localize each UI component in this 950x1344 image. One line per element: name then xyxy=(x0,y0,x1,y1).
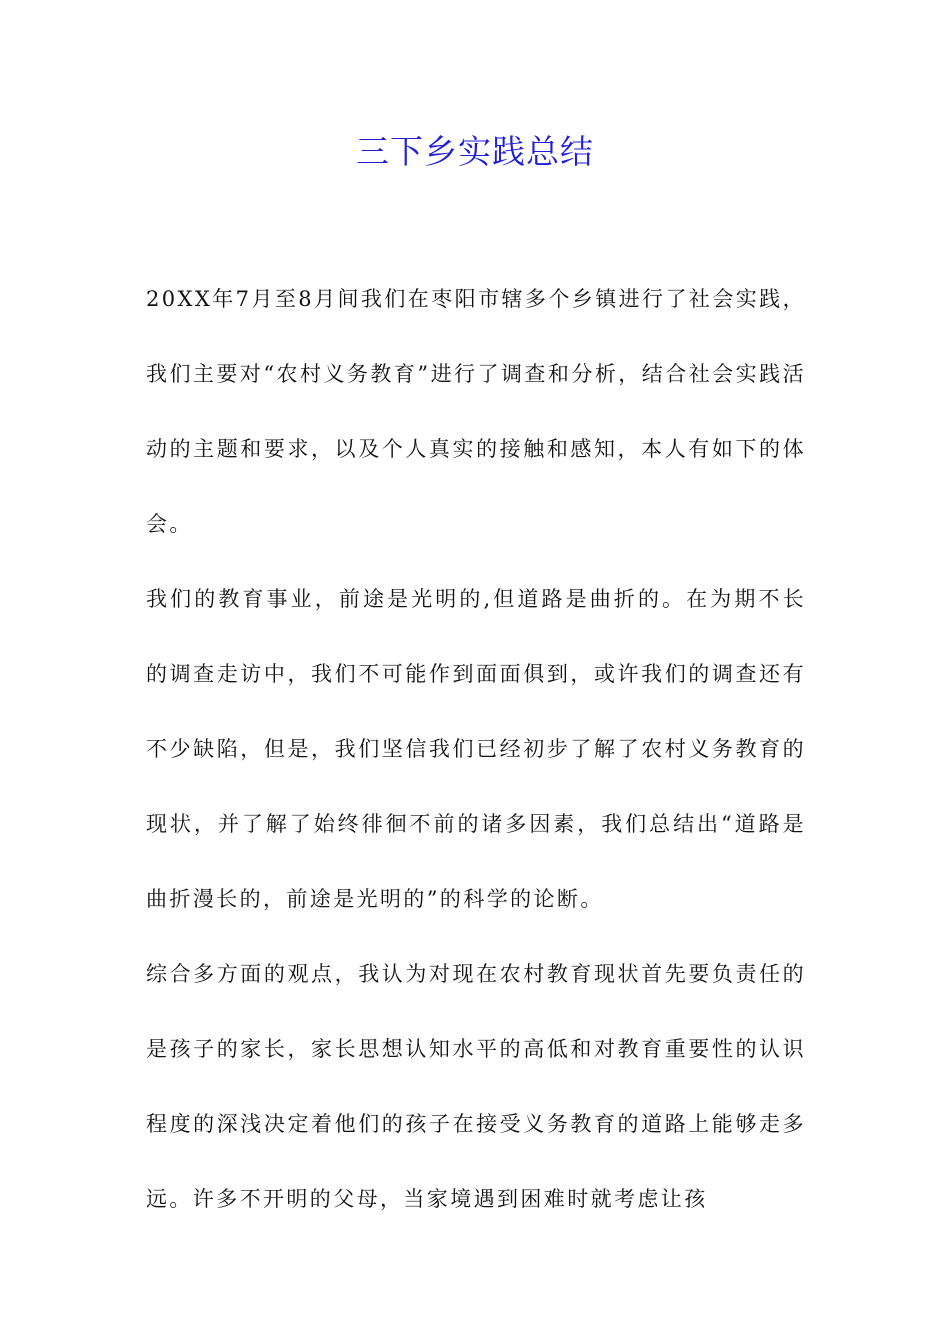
paragraph-2: 我们的教育事业，前途是光明的,但道路是曲折的。在为期不长的调查走访中，我们不可能作到面面俱到，或许我们的调查还有不少缺陷，但是，我们坚信我们已经初步了解了农村义务教育的现状，并了解了始终徘徊不前的诸多因素，我们总结出“道路是曲折漫长的，前途是光明的”的科学的论断。 xyxy=(146,587,806,911)
document-title: 三下乡实践总结 xyxy=(356,132,594,171)
document-body xyxy=(146,262,806,1237)
paragraph-3: 综合多方面的观点，我认为对现在农村教育现状首先要负责任的是孩子的家长，家长思想认知水平的高低和对教育重要性的认识程度的深浅决定着他们的孩子在接受义务教育的道路上能够走多远。许多不开明的父母，当家境遇到困难时就考虑让孩 xyxy=(146,962,806,1211)
paragraph-1: 20XX年7月至8月间我们在枣阳市辖多个乡镇进行了社会实践，我们主要对“农村义务教育”进行了调查和分析，结合社会实践活动的主题和要求，以及个人真实的接触和感知，本人有如下的体会。 xyxy=(146,287,806,536)
